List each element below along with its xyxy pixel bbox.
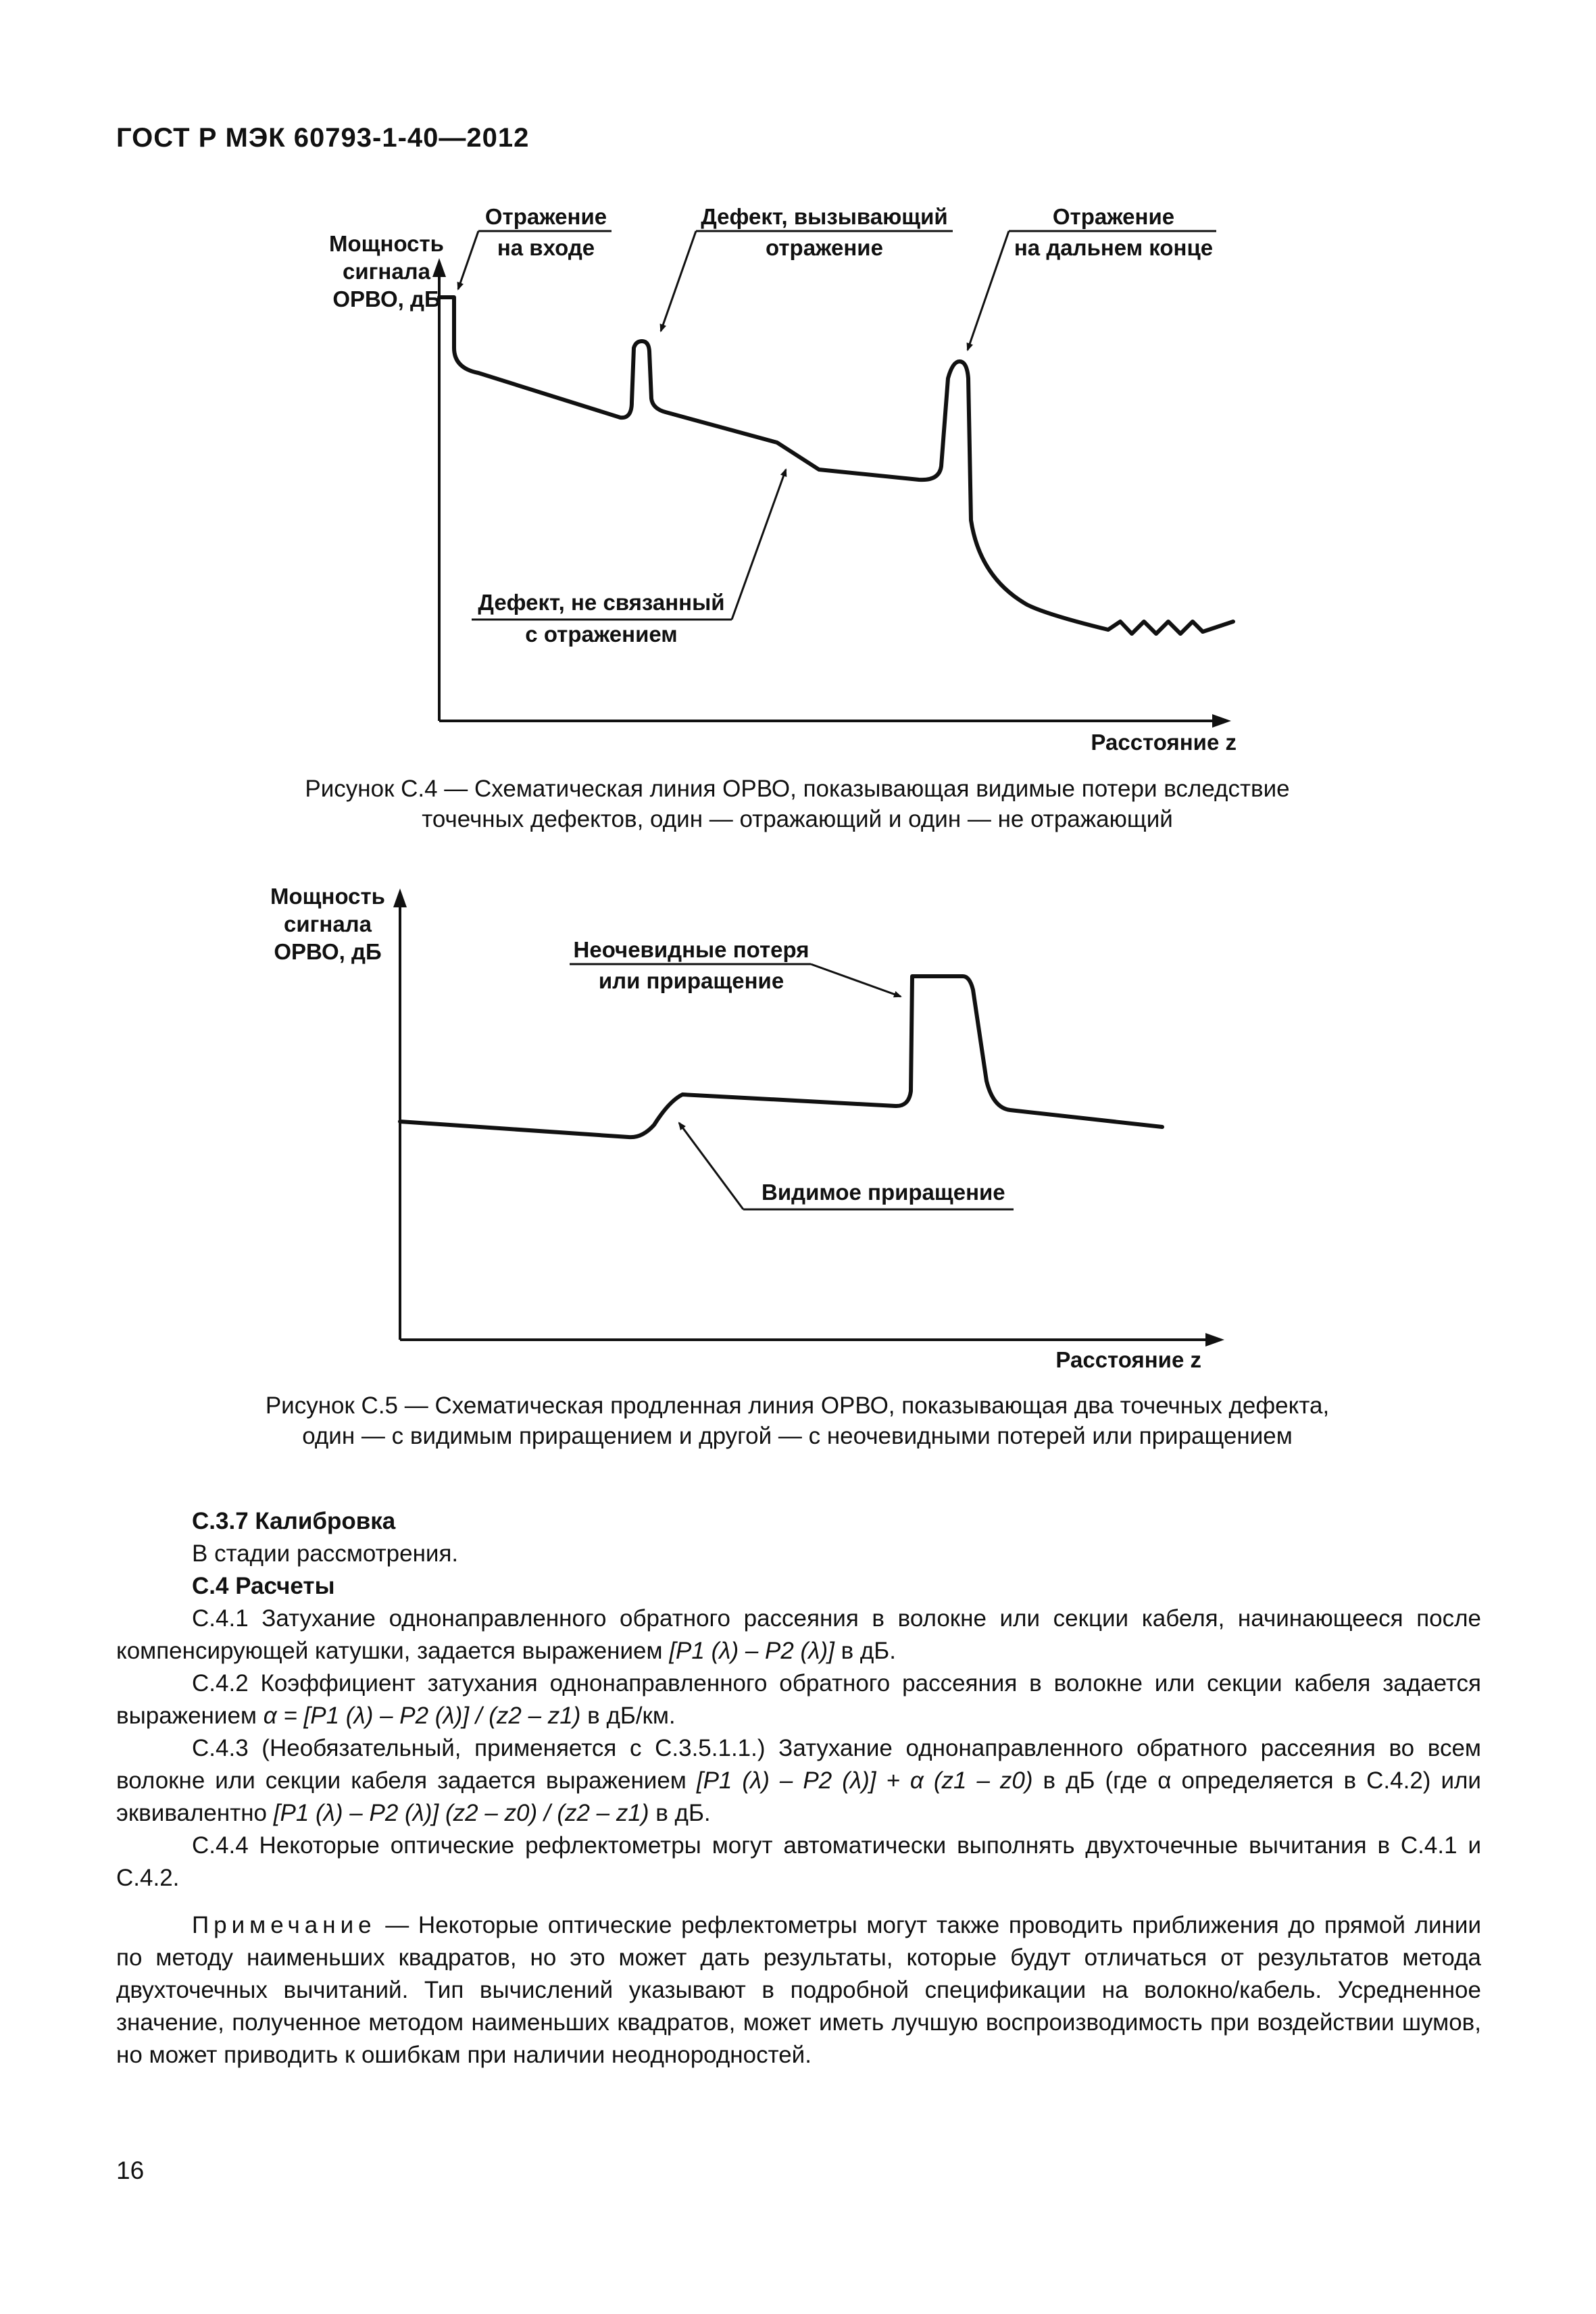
c42-suffix: в дБ/км. bbox=[587, 1703, 676, 1729]
annotation-apparent-loss-line1: Неочевидные потеря bbox=[573, 937, 809, 962]
c41-suffix: в дБ. bbox=[841, 1638, 896, 1664]
annotation-input-reflection-line1: Отражение bbox=[484, 204, 607, 229]
annotation-far-end-reflection bbox=[968, 204, 1216, 350]
c43-formula-2: [P1 (λ) – P2 (λ)] (z2 – z0) / (z2 – z1) bbox=[273, 1800, 649, 1826]
paragraph-c42 bbox=[116, 1667, 1481, 1732]
annotation-non-reflective-defect-line1: Дефект, не связанный bbox=[478, 590, 725, 615]
annotation-input-reflection bbox=[458, 204, 612, 289]
c41-formula: [P1 (λ) – P2 (λ)] bbox=[669, 1638, 834, 1664]
c42-formula: α = [P1 (λ) – P2 (λ)] / (z2 – z1) bbox=[263, 1703, 581, 1729]
annotation-visible-gain bbox=[679, 1123, 1014, 1209]
figure-c5-caption: Рисунок С.5 — Схематическая продленная линия ОРВО, показывающая два точечных дефекта, один — с видимым приращением и другой — с неочевидными потерей или приращением bbox=[265, 1392, 1330, 1449]
figure-c5-x-label: Расстояние z bbox=[1055, 1347, 1201, 1372]
annotation-non-reflective-defect-line2: с отражением bbox=[525, 622, 678, 647]
page-number: 16 bbox=[116, 2157, 145, 2184]
document-header: ГОСТ Р МЭК 60793-1-40—2012 bbox=[116, 123, 530, 153]
c41-text: С.4.1 Затухание однонаправленного обратного рассеяния в волокне или секции кабеля, начинающееся после компенсирующей катушки, задается выражением bbox=[116, 1605, 1481, 1664]
figure-c4-x-label: Расстояние z bbox=[1091, 730, 1237, 755]
body-text bbox=[116, 1505, 1481, 2071]
figure-c5-y-label-2: сигнала bbox=[284, 911, 372, 936]
c43-formula-1: [P1 (λ) – P2 (λ)] + α (z1 – z0) bbox=[696, 1767, 1033, 1794]
figure-c4-diagram bbox=[0, 0, 1596, 763]
annotation-non-reflective-defect bbox=[472, 470, 786, 647]
annotation-apparent-loss-or-gain bbox=[570, 937, 901, 997]
section-c37-title: С.3.7 Калибровка bbox=[192, 1508, 396, 1534]
annotation-far-end-reflection-line2: на дальнем конце bbox=[1014, 235, 1214, 260]
note-label: Примечание bbox=[192, 1912, 376, 1938]
paragraph-c44: С.4.4 Некоторые оптические рефлектометры могут автоматически выполнять двухточечные вычитания в С.4.1 и С.4.2. bbox=[116, 1832, 1481, 1891]
figure-c4-y-label-2: сигнала bbox=[343, 259, 430, 284]
figure-c5-trace bbox=[400, 976, 1162, 1137]
c42-text: С.4.2 Коэффициент затухания однонаправленного обратного рассеяния в волокне или секции кабеля задается выражением bbox=[116, 1670, 1481, 1729]
note-paragraph bbox=[116, 1909, 1481, 2071]
figure-c4-y-label-3: ОРВО, дБ bbox=[332, 286, 441, 311]
annotation-visible-gain-label: Видимое приращение bbox=[762, 1180, 1005, 1205]
figure-c5-diagram bbox=[0, 865, 1596, 1378]
section-c37-text: В стадии рассмотрения. bbox=[192, 1540, 459, 1567]
c43-text: С.4.3 (Необязательный, применяется с С.3.5.1.1.) Затухание однонаправленного обратного рассеяния во всем волокне или секции кабеля задается выражением bbox=[116, 1735, 1481, 1794]
annotation-reflective-defect-line1: Дефект, вызывающий bbox=[701, 204, 948, 229]
annotation-reflective-defect-line2: отражение bbox=[766, 235, 883, 260]
annotation-reflective-defect bbox=[661, 204, 953, 331]
figure-c5-y-label-3: ОРВО, дБ bbox=[274, 939, 382, 964]
figure-c4-trace bbox=[439, 297, 1233, 634]
annotation-input-reflection-line2: на входе bbox=[497, 235, 595, 260]
section-c4-title: С.4 Расчеты bbox=[192, 1573, 335, 1599]
annotation-far-end-reflection-line1: Отражение bbox=[1052, 204, 1175, 229]
annotation-apparent-loss-line2: или приращение bbox=[598, 968, 784, 993]
figure-c5-y-label-1: Мощность bbox=[270, 884, 385, 909]
c43-suffix: в дБ. bbox=[655, 1800, 711, 1826]
paragraph-c43 bbox=[116, 1732, 1481, 1830]
note-text: — Некоторые оптические рефлектометры могут также проводить приближения до прямой линии по методу наименьших квадратов, но это может дать результаты, которые будут отличаться от результатов метода двухточечных вычитаний. Тип вычислений указывают в подробной спецификации на волокно/кабель. Усредненное значение, полученное методом наименьших квадратов, может иметь лучшую воспроизводимость при воздействии шумов, но может приводить к ошибкам при наличии неоднородностей. bbox=[116, 1912, 1481, 2068]
figure-c4-caption: Рисунок С.4 — Схематическая линия ОРВО, показывающая видимые потери вследствие точечных дефектов, один — отражающий и один — не отражающий bbox=[305, 776, 1290, 832]
figure-c4-axes bbox=[432, 258, 1231, 728]
figure-c4-y-label-1: Мощность bbox=[329, 231, 444, 256]
paragraph-c41 bbox=[116, 1603, 1481, 1667]
c43-middle: в дБ (где α определяется в С.4.2) или эквивалентно bbox=[116, 1767, 1481, 1826]
